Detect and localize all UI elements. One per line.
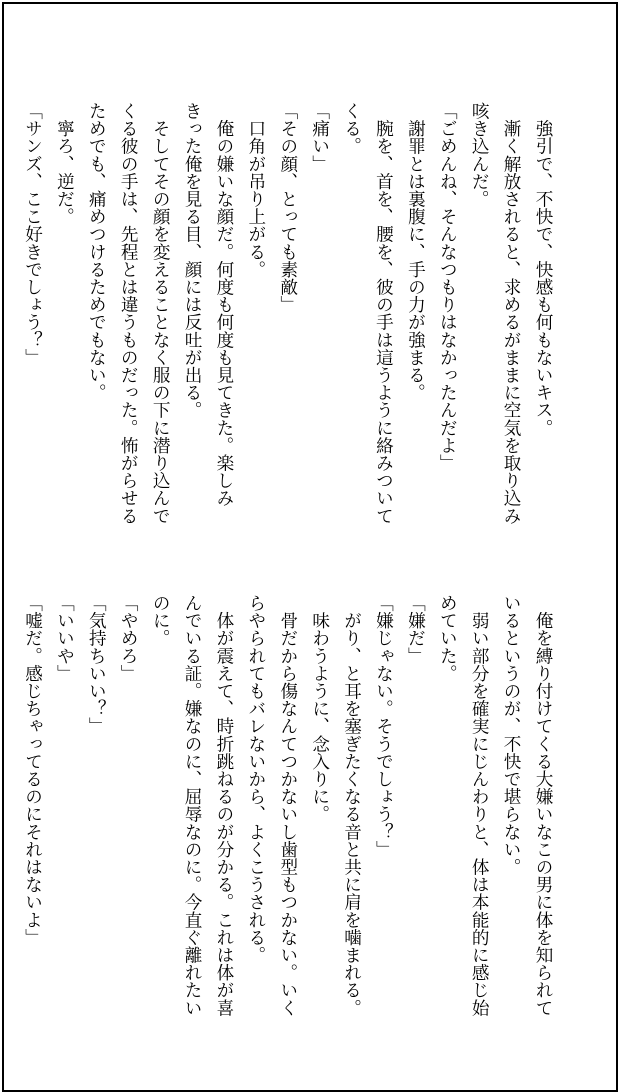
text-line: 「痛い」 (309, 102, 330, 173)
text-line: くる彼の手は、先程とは違うものだった。怖がらせる (118, 102, 139, 525)
page-frame (2, 2, 618, 1092)
text-line: がり、と耳を塞ぎたくなる音と共に肩を噛まれる。 (341, 594, 362, 1017)
upper-text-column (16, 102, 558, 542)
text-line: 「嘘だ。感じちゃってるのにそれはないよ」 (22, 594, 43, 946)
text-line: 寧ろ、逆だ。 (54, 102, 75, 226)
text-line: 骨だから傷なんてつかないし歯型もつかない。いく (277, 594, 298, 1017)
text-line: んでいる証。嫌なのに、屈辱なのに。今直ぐ離れたい (182, 594, 203, 1017)
lower-text-column (16, 594, 558, 1034)
text-line: 俺の嫌いな顔だ。何度も何度も見てきた。楽しみ (213, 102, 234, 507)
text-line: めていた。 (437, 594, 458, 682)
text-line: 「いいや」 (54, 594, 75, 682)
text-line: 弱い部分を確実にじんわりと、体は本能的に感じ始 (469, 594, 490, 1017)
text-line: くる。 (341, 102, 362, 155)
text-line: 「嫌だ」 (405, 594, 426, 665)
text-line: そしてその顔を変えることなく服の下に潜り込んで (150, 102, 171, 525)
text-line: 「その顔、とっても素敵」 (277, 102, 298, 314)
text-line: 「気持ちいい？」 (86, 594, 107, 735)
text-line: 「ごめんね、そんなつもりはなかったんだよ」 (437, 102, 458, 472)
text-line: ためでも、痛めつけるためでもない。 (86, 102, 107, 402)
text-line: いるというのが、不快で堪らない。 (501, 594, 522, 876)
text-line: 謝罪とは裏腹に、手の力が強まる。 (405, 102, 426, 402)
text-line: 漸く解放されると、求めるがままに空気を取り込み (501, 102, 522, 525)
text-line: 体が震えて、時折跳ねるのが分かる。これは体が喜 (213, 594, 234, 1017)
text-line: 口角が吊り上がる。 (245, 102, 266, 278)
text-line: 味わうように、念入りに。 (309, 594, 330, 823)
text-line: 「嫌じゃない。そうでしょう？」 (373, 594, 394, 858)
text-line: 強引で、不快で、快感も何もないキス。 (533, 102, 553, 437)
text-line: 俺を縛り付けてくる大嫌いなこの男に体を知られて (533, 594, 553, 1017)
text-line: のに。 (150, 594, 171, 647)
text-line: きった俺を見る目、顔には反吐が出る。 (182, 102, 203, 419)
text-line: 咳き込んだ。 (469, 102, 490, 208)
text-line: 「やめろ」 (118, 594, 139, 682)
text-line: 「サンズ、ここ好きでしょう？」 (22, 102, 43, 366)
text-line: 腕を、首を、腰を、彼の手は這うように絡みついて (373, 102, 394, 525)
text-line: らやられてもバレないから、よくこうされる。 (245, 594, 266, 964)
